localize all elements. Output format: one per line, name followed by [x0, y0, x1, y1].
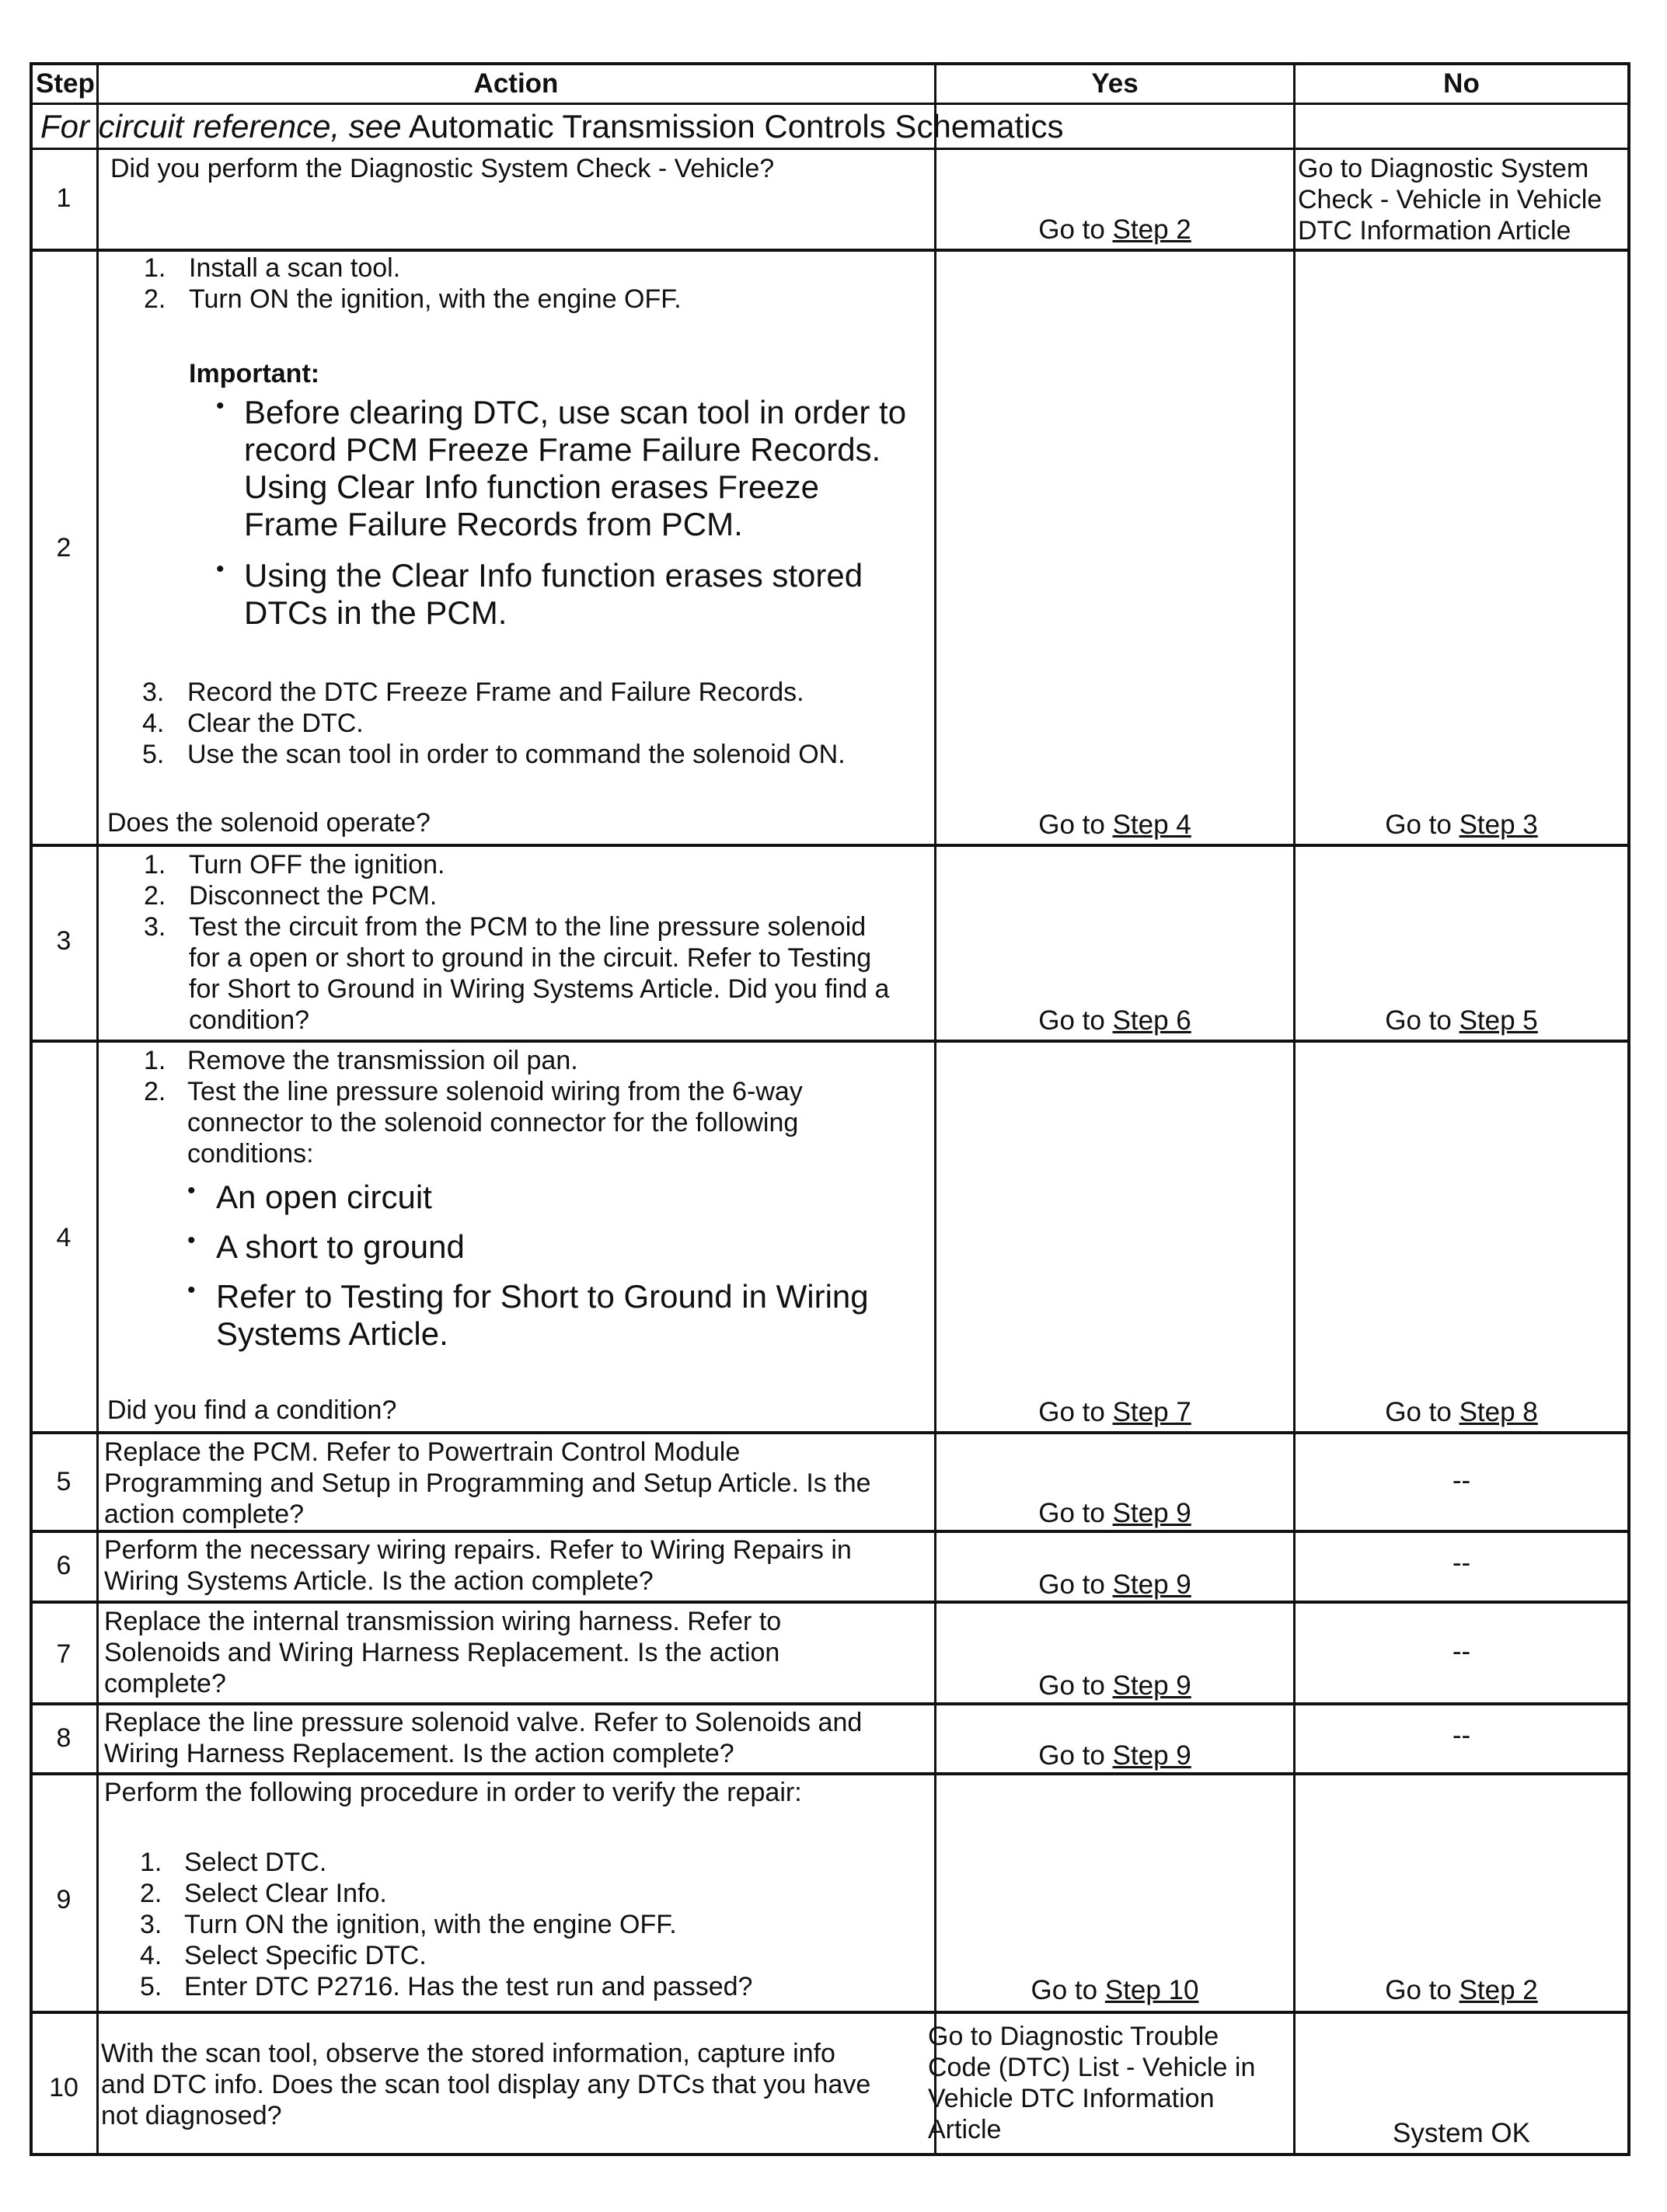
- list-number: 1.: [144, 1046, 166, 1075]
- list-number: 3.: [144, 912, 166, 942]
- circuit-reference-link[interactable]: Automatic Transmission Controls Schematics: [408, 108, 1064, 145]
- step-link[interactable]: Step 4: [1112, 810, 1191, 840]
- go-to-label: Go to: [1038, 810, 1105, 840]
- table-border-bottom: [30, 2153, 1630, 2156]
- list-number: 3.: [142, 678, 165, 707]
- yes-action-line[interactable]: Vehicle DTC Information: [928, 2084, 1215, 2113]
- action-line: Solenoids and Wiring Harness Replacement. Is the action: [104, 1638, 780, 1667]
- step-link[interactable]: Step 7: [1112, 1397, 1191, 1427]
- yes-action: [936, 1977, 1293, 2004]
- action-line: Replace the PCM. Refer to Powertrain Control Module: [104, 1437, 741, 1467]
- no-action-empty: --: [1452, 1548, 1471, 1578]
- row-divider-6: [30, 1601, 1630, 1604]
- no-action: [1296, 1399, 1627, 1426]
- go-to-label: Go to: [1038, 1397, 1105, 1427]
- no-action-line[interactable]: Check - Vehicle in Vehicle: [1298, 185, 1602, 214]
- step-number: 8: [56, 1723, 71, 1753]
- step-link[interactable]: Step 5: [1459, 1005, 1538, 1036]
- yes-action: [936, 1672, 1293, 1699]
- go-to-label: Go to: [1385, 1975, 1452, 2005]
- circuit-reference-prefix: For circuit reference, see: [40, 108, 402, 145]
- bullet-icon: •: [187, 1178, 196, 1204]
- list-item: Remove the transmission oil pan.: [187, 1046, 578, 1075]
- step-number: 5: [56, 1467, 71, 1496]
- list-number: 3.: [140, 1910, 162, 1939]
- step-link[interactable]: Step 9: [1112, 1670, 1191, 1701]
- list-number: 2.: [144, 284, 166, 314]
- list-item: Turn OFF the ignition.: [189, 850, 445, 880]
- no-action: [1296, 1007, 1627, 1034]
- yes-action: [936, 1742, 1293, 1769]
- list-number: 5.: [140, 1972, 162, 2001]
- action-line: Wiring Harness Replacement. Is the action complete?: [104, 1739, 734, 1768]
- list-item: Select Specific DTC.: [184, 1941, 427, 1970]
- row-divider-3: [30, 1040, 1630, 1043]
- list-number: 4.: [142, 709, 165, 738]
- list-number: 2.: [140, 1879, 162, 1908]
- yes-action: [936, 811, 1293, 838]
- row-divider-1: [30, 249, 1630, 252]
- list-number: 1.: [140, 1848, 162, 1877]
- action-line: not diagnosed?: [101, 2101, 282, 2130]
- yes-action-line[interactable]: Article: [928, 2115, 1002, 2144]
- yes-action: [936, 1007, 1293, 1034]
- condition-bullet-line: An open circuit: [216, 1179, 432, 1215]
- list-item: Select DTC.: [184, 1848, 327, 1877]
- no-action-empty: --: [1452, 1465, 1471, 1496]
- table-border-right: [1627, 62, 1630, 2156]
- step-link[interactable]: Step 9: [1112, 1740, 1191, 1771]
- list-item-line: Test the circuit from the PCM to the line pressure solenoid: [189, 912, 867, 942]
- step-number: 10: [49, 2073, 78, 2102]
- important-label: Important:: [189, 359, 320, 388]
- step-number: 6: [56, 1551, 71, 1580]
- question-text: Does the solenoid operate?: [107, 808, 431, 838]
- step-link[interactable]: Step 9: [1112, 1569, 1191, 1600]
- yes-action-line[interactable]: Go to Diagnostic Trouble: [928, 2022, 1219, 2051]
- step-number: 3: [56, 926, 71, 956]
- header-action: Action: [473, 68, 559, 99]
- header-step: Step: [36, 68, 95, 99]
- list-item-line: connector to the solenoid connector for the following: [187, 1108, 799, 1137]
- action-line: Replace the internal transmission wiring harness. Refer to: [104, 1607, 782, 1636]
- list-item: Turn ON the ignition, with the engine OFF.: [189, 284, 682, 314]
- step-link[interactable]: Step 3: [1459, 810, 1538, 840]
- list-item: Turn ON the ignition, with the engine OFF.: [184, 1910, 677, 1939]
- step-link[interactable]: Step 9: [1112, 1498, 1191, 1528]
- condition-bullet-line: Systems Article.: [216, 1315, 448, 1352]
- yes-action-line[interactable]: Code (DTC) List - Vehicle in: [928, 2053, 1256, 2082]
- list-item-line: for Short to Ground in Wiring Systems Article. Did you find a: [189, 974, 890, 1004]
- bullet-icon: •: [187, 1228, 196, 1253]
- yes-action: [936, 1571, 1293, 1598]
- yes-action: [936, 1399, 1293, 1426]
- action-line: Perform the necessary wiring repairs. Refer to Wiring Repairs in: [104, 1535, 852, 1565]
- column-divider-step: [96, 62, 99, 2156]
- important-bullet-line: Before clearing DTC, use scan tool in order to: [244, 394, 907, 430]
- list-item: Record the DTC Freeze Frame and Failure Records.: [187, 678, 804, 707]
- diagnostic-table: [30, 62, 1630, 2156]
- important-bullet-line: Using the Clear Info function erases stored: [244, 557, 863, 594]
- go-to-label: Go to: [1038, 1569, 1105, 1600]
- go-to-label: Go to: [1385, 1005, 1452, 1036]
- action-line: action complete?: [104, 1500, 305, 1529]
- list-item-line: condition?: [189, 1005, 310, 1035]
- step-link[interactable]: Step 10: [1104, 1975, 1199, 2005]
- step-number: 9: [56, 1885, 71, 1914]
- no-action-line[interactable]: DTC Information Article: [1298, 216, 1571, 246]
- go-to-label: Go to: [1038, 1740, 1105, 1771]
- list-item: Use the scan tool in order to command the solenoid ON.: [187, 740, 846, 769]
- bullet-icon: •: [187, 1277, 196, 1303]
- row-divider-7: [30, 1702, 1630, 1705]
- action-line: complete?: [104, 1669, 226, 1698]
- row-divider-9: [30, 2011, 1630, 2014]
- go-to-label: Go to: [1038, 214, 1105, 245]
- row-divider-reference: [30, 148, 1630, 150]
- list-item: Install a scan tool.: [189, 253, 401, 283]
- list-number: 2.: [144, 881, 166, 911]
- list-number: 1.: [144, 253, 166, 283]
- row-divider-header: [30, 103, 1630, 105]
- step-number: 1: [56, 183, 71, 213]
- action-line: and DTC info. Does the scan tool display any DTCs that you have: [101, 2070, 871, 2099]
- action-text: Did you perform the Diagnostic System Check - Vehicle?: [110, 154, 775, 183]
- table-border-left: [30, 62, 33, 2156]
- question-text: Did you find a condition?: [107, 1395, 397, 1425]
- row-divider-8: [30, 1772, 1630, 1775]
- no-action-empty: --: [1452, 1636, 1471, 1667]
- row-divider-2: [30, 844, 1630, 847]
- no-action: [1296, 1977, 1627, 2004]
- action-line: With the scan tool, observe the stored information, capture info: [101, 2039, 835, 2068]
- go-to-label: Go to: [1385, 1397, 1452, 1427]
- procedure-intro: Perform the following procedure in order to verify the repair:: [104, 1778, 802, 1807]
- important-bullet-line: record PCM Freeze Frame Failure Records.: [244, 431, 881, 468]
- row-divider-5: [30, 1530, 1630, 1533]
- list-item: Enter DTC P2716. Has the test run and passed?: [184, 1972, 753, 2001]
- list-number: 1.: [144, 850, 166, 880]
- list-item: Clear the DTC.: [187, 709, 364, 738]
- system-ok-text: System OK: [1393, 2118, 1530, 2148]
- step-link[interactable]: Step 2: [1459, 1975, 1538, 2005]
- circuit-reference: [40, 110, 1064, 143]
- step-number: 2: [56, 533, 71, 563]
- condition-bullet-line: A short to ground: [216, 1228, 465, 1265]
- list-item: Disconnect the PCM.: [189, 881, 438, 911]
- go-to-label: Go to: [1385, 810, 1452, 840]
- action-line: Replace the line pressure solenoid valve. Refer to Solenoids and: [104, 1708, 863, 1737]
- column-divider-yes: [1293, 62, 1296, 2156]
- header-yes: Yes: [1091, 68, 1139, 99]
- step-number: 4: [56, 1223, 71, 1252]
- yes-action: [936, 1500, 1293, 1527]
- column-divider-action: [934, 62, 936, 2156]
- list-item: Select Clear Info.: [184, 1879, 387, 1908]
- table-border-top: [30, 62, 1630, 65]
- go-to-label: Go to: [1038, 1670, 1105, 1701]
- important-bullet-line: DTCs in the PCM.: [244, 594, 507, 631]
- action-line: Programming and Setup in Programming and Setup Article. Is the: [104, 1468, 871, 1498]
- go-to-label: Go to: [1038, 1498, 1105, 1528]
- step-link[interactable]: Step 6: [1112, 1005, 1191, 1036]
- condition-bullet-line: Refer to Testing for Short to Ground in Wiring: [216, 1278, 869, 1315]
- go-to-label: Go to: [1038, 1005, 1105, 1036]
- important-bullet-line: Using Clear Info function erases Freeze: [244, 469, 820, 505]
- go-to-label: Go to: [1031, 1975, 1098, 2005]
- step-link[interactable]: Step 8: [1459, 1397, 1538, 1427]
- list-number: 5.: [142, 740, 165, 769]
- yes-action: [936, 216, 1293, 243]
- list-item-line: conditions:: [187, 1139, 314, 1169]
- step-link[interactable]: Step 2: [1112, 214, 1191, 245]
- no-action-line[interactable]: Go to Diagnostic System: [1298, 154, 1589, 183]
- bullet-icon: •: [216, 556, 225, 582]
- action-line: Wiring Systems Article. Is the action complete?: [104, 1566, 654, 1596]
- row-divider-4: [30, 1431, 1630, 1434]
- list-item-line: for a open or short to ground in the circuit. Refer to Testing: [189, 943, 872, 973]
- step-number: 7: [56, 1639, 71, 1669]
- no-action: [1296, 811, 1627, 838]
- important-bullet-line: Frame Failure Records from PCM.: [244, 506, 743, 542]
- bullet-icon: •: [216, 393, 225, 419]
- list-number: 2.: [144, 1077, 166, 1106]
- header-no: No: [1443, 68, 1480, 99]
- list-number: 4.: [140, 1941, 162, 1970]
- list-item-line: Test the line pressure solenoid wiring from the 6-way: [187, 1077, 803, 1106]
- no-action-empty: --: [1452, 1720, 1471, 1750]
